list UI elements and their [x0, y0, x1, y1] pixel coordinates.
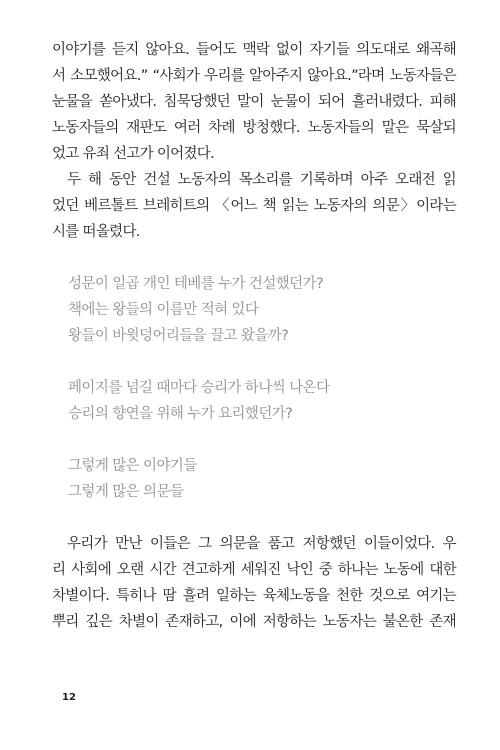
- body-text-line: 노동자들의 재판도 여러 차례 방청했다. 노동자들의 말은 묵살되: [52, 120, 456, 136]
- page-number: 12: [62, 692, 76, 703]
- body-text-line: 었던 베르톨트 브레히트의 〈어느 책 읽는 노동자의 의문〉이라는: [52, 198, 456, 214]
- poem-line: 성문이 일곱 개인 테베를 누가 건설했던가?: [68, 276, 324, 292]
- body-text-line: 두 해 동안 건설 노동자의 목소리를 기록하며 아주 오래전 읽: [67, 172, 456, 188]
- body-text-line: 눈물을 쏟아냈다. 침묵당했던 말이 눈물이 되어 흘러내렸다. 피해: [52, 94, 456, 110]
- body-text-line: 었고 유죄 선고가 이어졌다.: [52, 146, 215, 162]
- poem-line: 승리의 향연을 위해 누가 요리했던가?: [68, 406, 293, 422]
- poem-line: 그렇게 많은 이야기들: [68, 458, 197, 474]
- body-text-line: 서 소모했어요.” “사회가 우리를 알아주지 않아요.”라며 노동자들은: [52, 68, 456, 84]
- poem-line: 책에는 왕들의 이름만 적혀 있다: [68, 302, 259, 318]
- poem-line: 왕들이 바윗덩어리들을 끌고 왔을까?: [68, 328, 289, 344]
- poem-line: 페이지를 넘길 때마다 승리가 하나씩 나온다: [68, 380, 330, 396]
- body-text-line: 우리가 만난 이들은 그 의문을 품고 저항했던 이들이었다. 우: [67, 536, 456, 552]
- body-text-line: 뿌리 깊은 차별이 존재하고, 이에 저항하는 노동자는 불온한 존재: [52, 614, 456, 630]
- poem-line: 그렇게 많은 의문들: [68, 484, 184, 500]
- body-text-line: 리 사회에 오랜 시간 견고하게 세워진 낙인 중 하나는 노동에 대한: [52, 562, 456, 578]
- body-text-line: 차별이다. 특히나 땀 흘려 일하는 육체노동을 천한 것으로 여기는: [52, 588, 456, 604]
- body-text-line: 이야기를 듣지 않아요. 들어도 맥락 없이 자기들 의도대로 왜곡해: [52, 42, 456, 58]
- body-text-line: 시를 떠올렸다.: [52, 224, 140, 240]
